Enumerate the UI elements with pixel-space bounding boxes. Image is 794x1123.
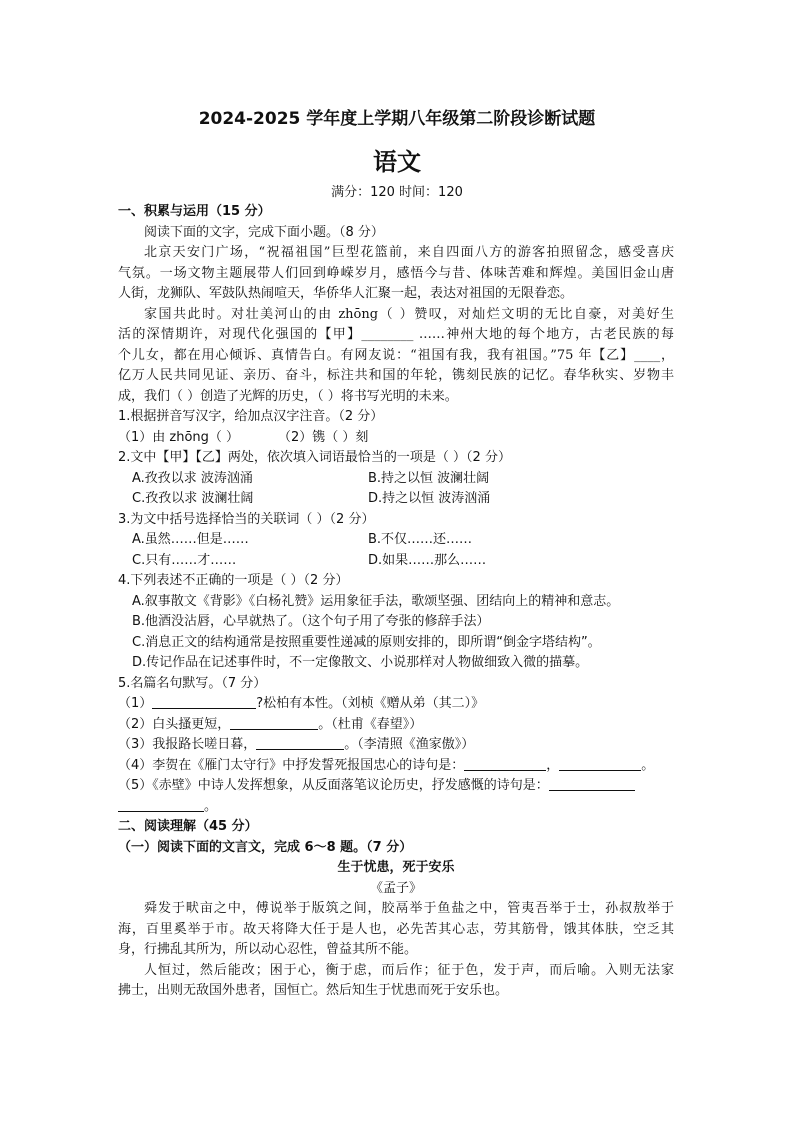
option-b: B.不仅……还…… [368,532,473,547]
question-4-stem: 4.下列表述不正确的一项是（ ）（2 分） [118,573,349,588]
answer-blank[interactable] [256,735,344,750]
answer-blank[interactable] [464,756,546,771]
score-time-info: 满分：120 时间：120 [331,185,463,200]
recitation-line-1 [118,694,674,715]
question-1-item: （1）由 zhōng（ ） [118,429,240,445]
exam-title: 2024-2025 学年度上学期八年级第二阶段诊断试题 [198,109,596,129]
option-a: A.叙事散文《背影》《白杨礼赞》运用象征手法，歌颂坚强、团结向上的精神和意志。 [132,593,620,609]
classical-text-title: 生于忧患，死于安乐 [337,860,455,875]
recitation-line-2 [118,715,674,736]
line-end: 。 [204,798,218,814]
option-c: C.消息正文的结构通常是按照重要性递减的原则安排的，即所谓“倒金字塔结构”。 [132,634,601,650]
option-c: C.只有……才…… [132,552,237,568]
passage-line: 人街，龙狮队、军鼓队热闹喧天，华侨华人汇聚一起，表达对祖国的无限眷恋。 [118,286,574,301]
line-prefix: （5）《赤壁》中诗人发挥想象，从反面落笔议论历史，抒发感慨的诗句是： [118,778,549,793]
answer-blank[interactable] [118,797,204,812]
recitation-line-3 [118,735,674,756]
option-b: B.他酒没沾唇，心早就热了。（这个句子用了夸张的修辞手法） [132,614,490,629]
recitation-line-4 [118,756,674,777]
line-prefix: （2）白头搔更短， [118,716,231,732]
line-prefix: （1） [118,696,153,711]
line-suffix: 。（杜甫《春望》） [318,716,423,732]
line-suffix: 。（李清照《渔家傲》） [344,737,475,752]
section-1-heading: 一、积累与运用（15 分） [118,204,271,219]
question-3-options [118,530,674,551]
option-d: D.如果……那么…… [368,552,487,568]
passage-line: 气氛。一场文物主题展带人们回到峥嵘岁月，感悟今与昔、体味苦难和辉煌。美国旧金山唐 [118,265,674,281]
classical-text-body [118,899,674,1002]
line-end: 。 [641,757,655,773]
option-a: A.虽然……但是…… [132,532,249,547]
passage-line: 亿万人民共同见证、亲历、奋斗，标注共和国的年轮，镌刻民族的记忆。春华秋实、岁物丰 [118,368,674,383]
subsection-1-heading: （一）阅读下面的文言文，完成 6～8 题。（7 分） [118,839,413,855]
question-1-stem: 1.根据拼音写汉字，给加点汉字注音。（2 分） [118,409,384,424]
question-3-options [118,551,674,572]
answer-blank[interactable] [152,694,256,709]
question-2-stem: 2.文中【甲】【乙】两处，依次填入词语最恰当的一项是（ ）（2 分） [118,450,511,465]
line-prefix: （3）我报路长嗟日暮， [118,737,257,752]
passage-line: 个儿女，都在用心倾诉、真情告白。有网友说：“祖国有我，我有祖国。”75 年【乙】____， [118,347,674,363]
classical-line: 人恒过，然后能改；困于心，衡于虑，而后作；征于色，发于声，而后喻。入则无法家 [144,962,674,978]
question-2-options [118,489,674,510]
answer-blank[interactable] [559,756,641,771]
option-b: B.持之以恒 波澜壮阔 [368,470,490,486]
passage-line: 成，我们（ ）创造了光辉的历史，（ ）将书写光明的未来。 [118,388,458,404]
answer-blank[interactable] [230,715,318,730]
exam-content [118,202,674,1002]
classical-line: 身，行拂乱其所为，所以动心忍性，曾益其所不能。 [118,942,418,957]
passage-line: 活的深情期许，对现代化强国的【甲】________ ……神州大地的每个地方，古老民族的每 [118,327,674,342]
question-3-stem: 3.为文中括号选择恰当的关联词（ ）（2 分） [118,511,375,527]
passage-line: 北京天安门广场，“祝福祖国”巨型花篮前，来自四面八方的游客拍照留念，感受喜庆 [144,245,674,260]
recitation-line-5-cont [118,797,674,818]
classical-line: 舜发于畎亩之中，傅说举于版筑之间，胶鬲举于鱼盐之中，管夷吾举于士，孙叔敖举于 [144,901,674,916]
question-1-items [118,428,674,449]
option-d: D.持之以恒 波涛汹涌 [368,491,491,506]
section-1-intro: 阅读下面的文字，完成下面小题。（8 分） [144,224,384,240]
recitation-line-5 [118,776,674,797]
passage [118,243,674,407]
option-a: A.孜孜以求 波涛汹涌 [132,470,253,486]
line-suffix: ?松柏有本性。（刘桢《赠从弟（其二）》 [256,696,485,711]
classical-line: 拂士，出则无敌国外患者，国恒亡。然后知生于忧患而死于安乐也。 [118,983,509,998]
option-d: D.传记作品在记述事件时，不一定像散文、小说那样对人物做细致入微的描摹。 [132,655,589,670]
passage-line: 家国共此时。对壮美河山的由 zhōng（ ）赞叹，对灿烂文明的无比自豪，对美好生 [144,306,674,322]
question-5-stem: 5.名篇名句默写。（7 分） [118,675,267,691]
line-separator: ， [546,757,560,773]
section-2-heading: 二、阅读理解（45 分） [118,819,258,834]
option-c: C.孜孜以求 波澜壮阔 [132,491,254,506]
question-2-options [118,469,674,490]
classical-text-author: 《孟子》 [369,880,422,896]
classical-line: 海，百里奚举于市。故天将降大任于是人也，必先苦其心志，劳其筋骨，饿其体肤，空乏其 [118,921,674,937]
line-prefix: （4）李贺在《雁门太守行》中抒发誓死报国忠心的诗句是： [118,757,465,773]
question-1-item: （2）镌（ ）刻 [278,429,369,445]
answer-blank[interactable] [549,776,635,791]
subject-title: 语文 [373,148,421,176]
